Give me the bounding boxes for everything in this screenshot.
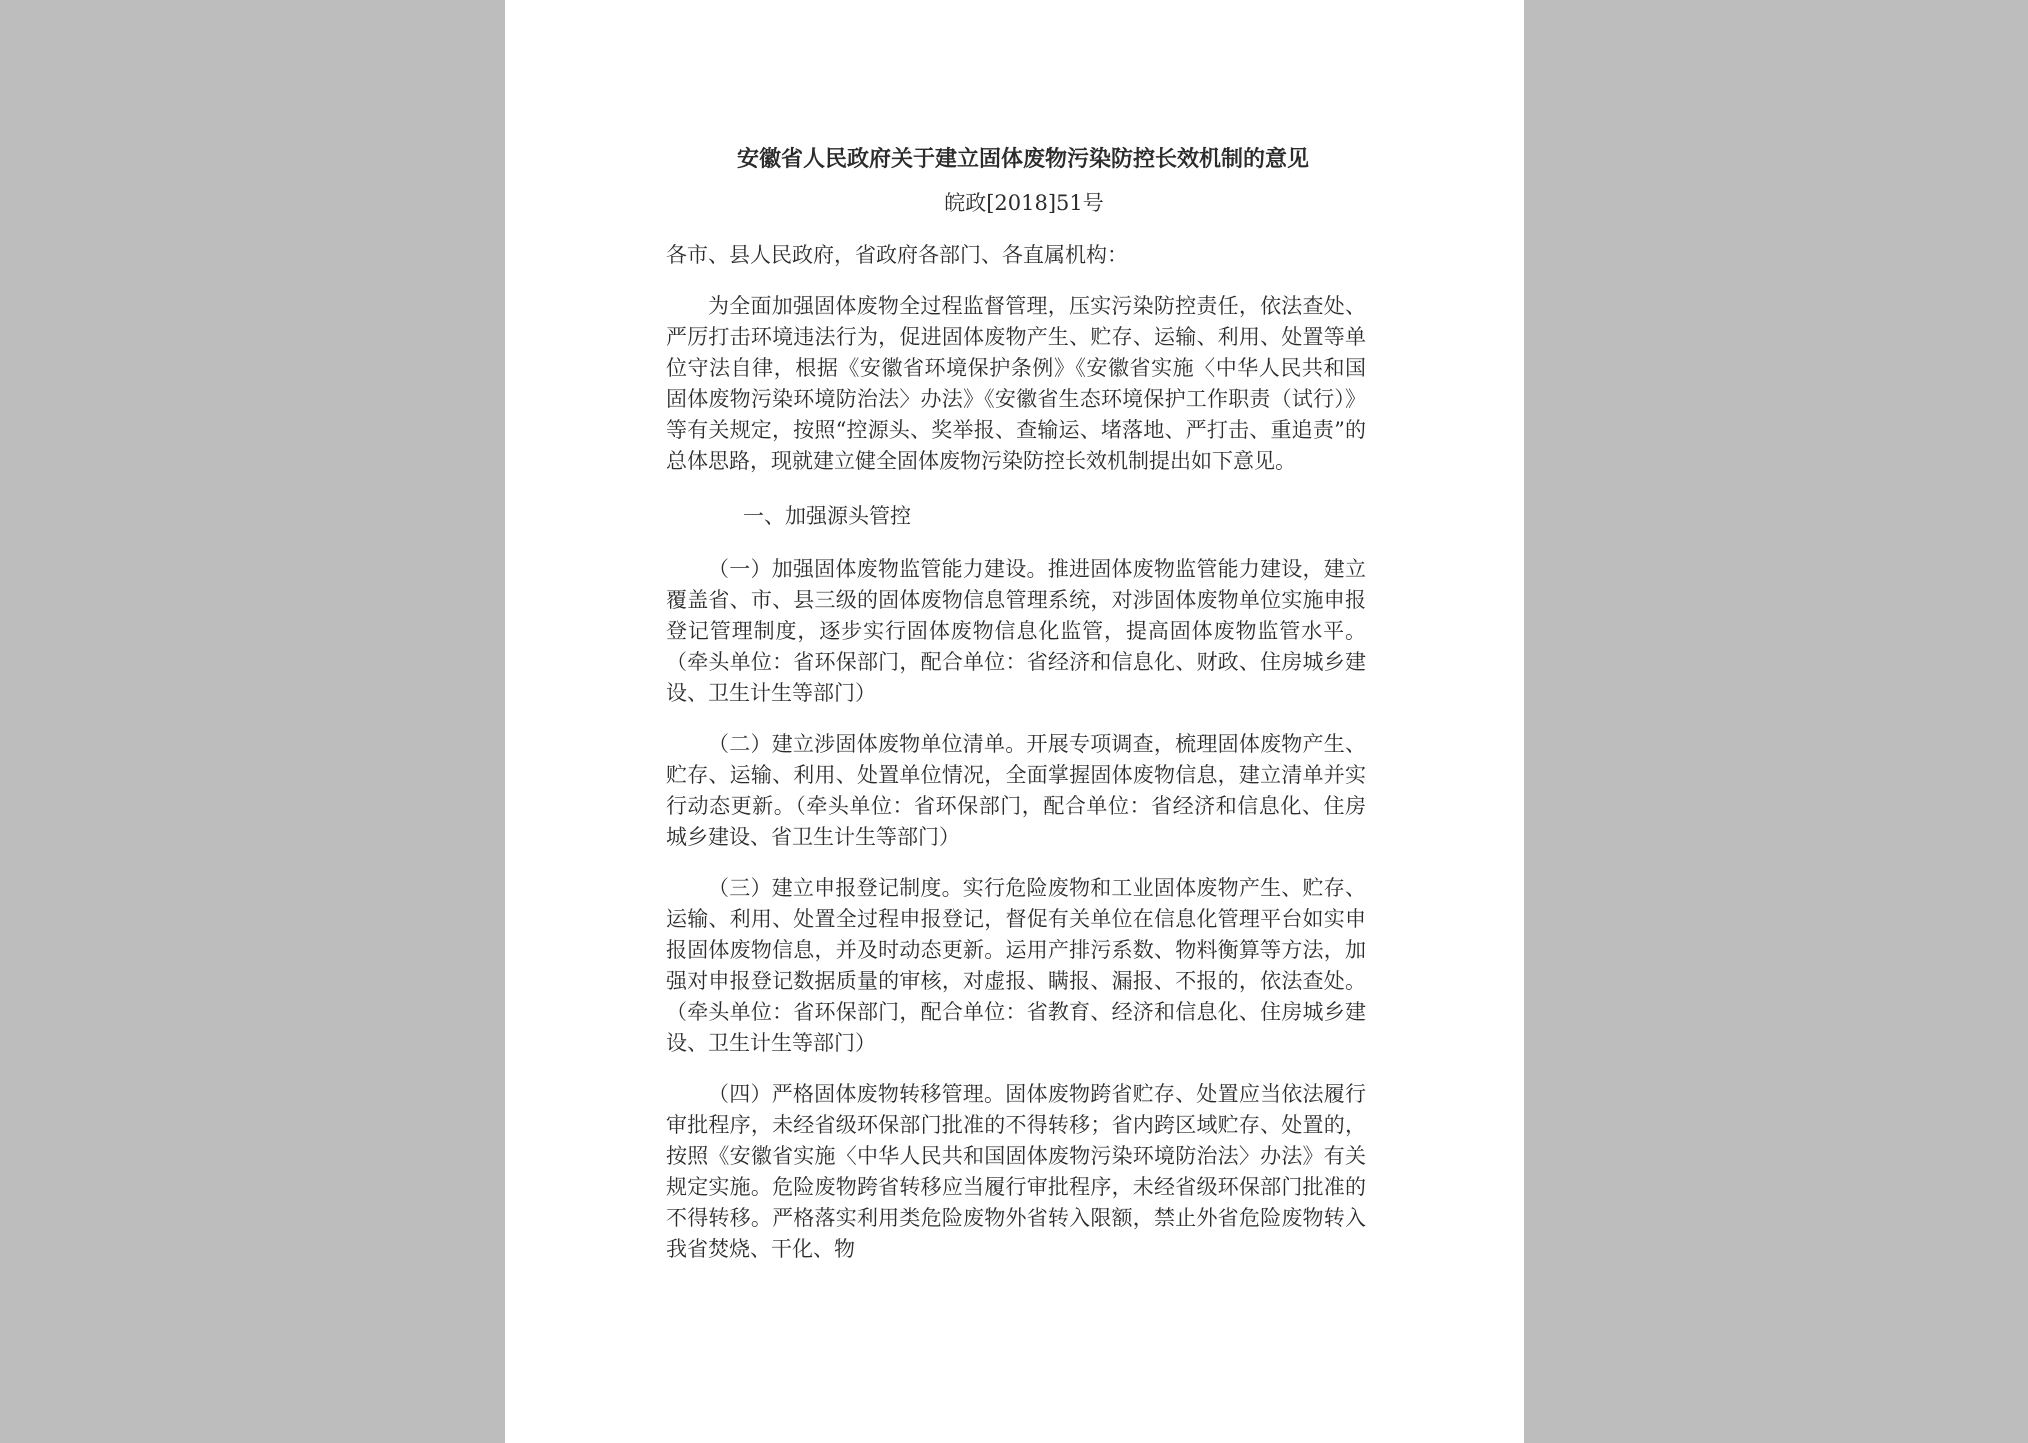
item-paragraph-4: （四）严格固体废物转移管理。固体废物跨省贮存、处置应当依法履行审批程序，未经省级环保部门批准的不得转移；省内跨区域贮存、处置的，按照《安徽省实施〈中华人民共和国固体废物污染环境防治法〉办法》有关规定实施。危险废物跨省转移应当履行审批程序，未经省级环保部门批准的不得转移。严格落实利用类危险废物外省转入限额，禁止外省危险废物转入我省焚烧、干化、物 [666,1082,1366,1261]
item-paragraph-1: （一）加强固体废物监管能力建设。推进固体废物监管能力建设，建立覆盖省、市、县三级的固体废物信息管理系统，对涉固体废物单位实施申报登记管理制度，逐步实行固体废物信息化监管，提高固体废物监管水平。（牵头单位：省环保部门，配合单位：省经济和信息化、财政、住房城乡建设、卫生计生等部门） [666,557,1366,705]
section-heading: 一、加强源头管控 [743,504,911,528]
intro-paragraph: 为全面加强固体废物全过程监督管理，压实污染防控责任，依法查处、严厉打击环境违法行为，促进固体废物产生、贮存、运输、利用、处置等单位守法自律，根据《安徽省环境保护条例》《安徽省实施〈中华人民共和国固体废物污染环境防治法〉办法》《安徽省生态环境保护工作职责（试行）》等有关规定，按照“控源头、奖举报、查输运、堵落地、严打击、重追责”的总体思路，现就建立健全固体废物污染防控长效机制提出如下意见。 [666,294,1366,473]
document-page [505,0,1524,1443]
item-paragraph-3: （三）建立申报登记制度。实行危险废物和工业固体废物产生、贮存、运输、利用、处置全过程申报登记，督促有关单位在信息化管理平台如实申报固体废物信息，并及时动态更新。运用产排污系数、物料衡算等方法，加强对申报登记数据质量的审核，对虚报、瞒报、漏报、不报的，依法查处。（牵头单位：省环保部门，配合单位：省教育、经济和信息化、住房城乡建设、卫生计生等部门） [666,876,1366,1055]
salutation: 各市、县人民政府，省政府各部门、各直属机构： [666,243,1128,267]
document-title: 安徽省人民政府关于建立固体废物污染防控长效机制的意见 [736,146,1309,172]
document-body [659,140,1381,1265]
item-paragraph-2: （二）建立涉固体废物单位清单。开展专项调查，梳理固体废物产生、贮存、运输、利用、处置单位情况，全面掌握固体废物信息，建立清单并实行动态更新。（牵头单位：省环保部门，配合单位：省经济和信息化、住房城乡建设、省卫生计生等部门） [666,732,1366,849]
document-number: 皖政[2018]51号 [944,191,1104,215]
